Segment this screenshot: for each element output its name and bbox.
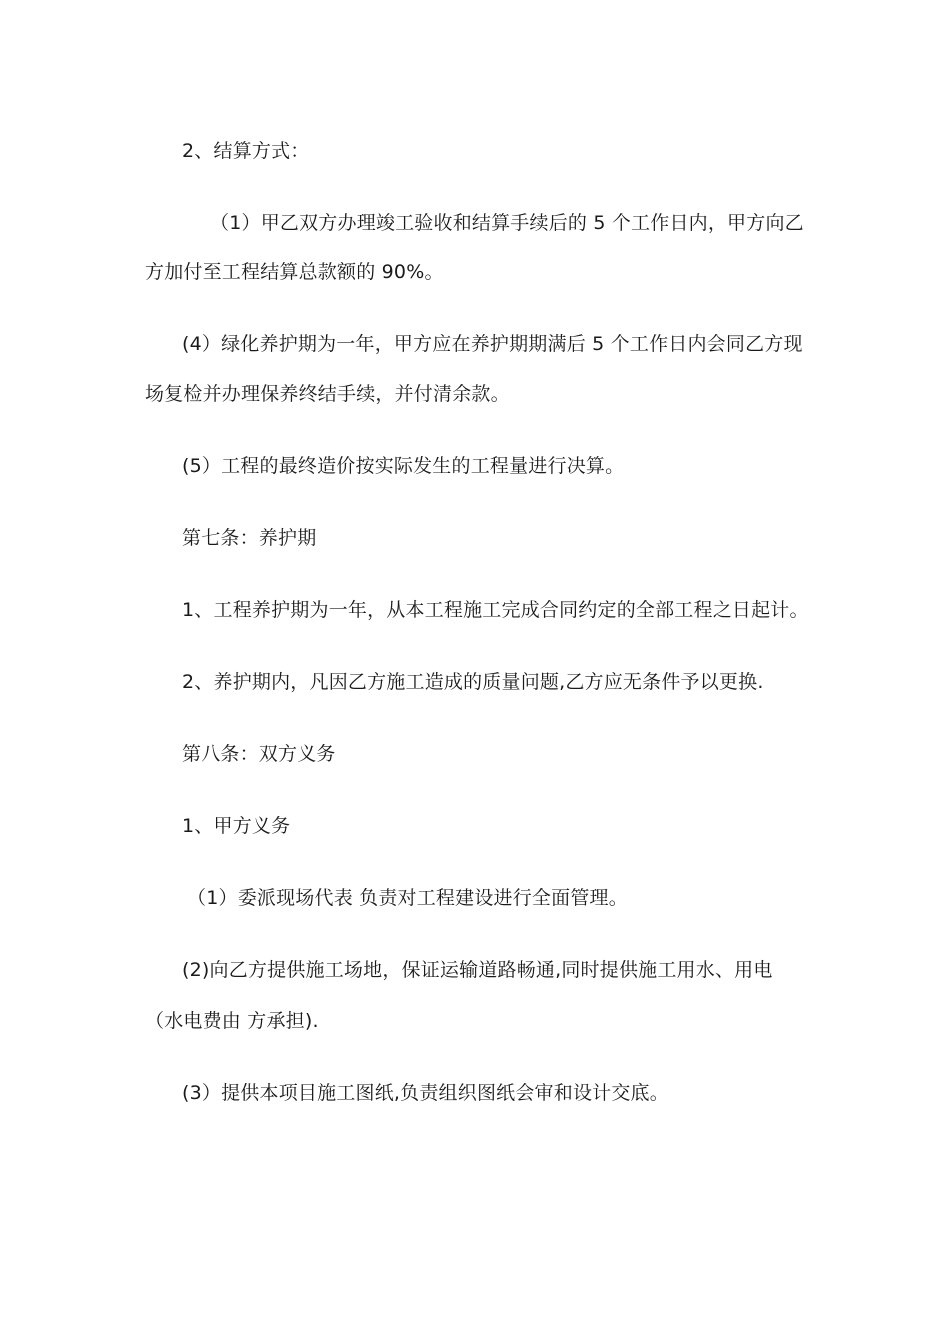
paragraph-line: (4）绿化养护期为一年，甲方应在养护期期满后 5 个工作日内会同乙方现 [182, 333, 803, 355]
paragraph-line: 1、工程养护期为一年，从本工程施工完成合同约定的全部工程之日起计。 [182, 599, 809, 621]
paragraph-line: 2、养护期内，凡因乙方施工造成的质量问题,乙方应无条件予以更换. [182, 671, 764, 693]
paragraph-line: (3）提供本项目施工图纸,负责组织图纸会审和设计交底。 [182, 1082, 669, 1104]
paragraph-line: 场复检并办理保养终结手续，并付清余款。 [145, 383, 510, 405]
paragraph-line: （1）委派现场代表 负责对工程建设进行全面管理。 [187, 887, 628, 909]
article-heading-maintenance: 第七条：养护期 [182, 527, 317, 549]
paragraph-line: (5）工程的最终造价按实际发生的工程量进行决算。 [182, 455, 625, 477]
paragraph-line: (2)向乙方提供施工场地，保证运输道路畅通,同时提供施工用水、用电 [182, 959, 773, 981]
paragraph-line: 方加付至工程结算总款额的 90%。 [145, 261, 444, 283]
section-heading-party-a: 1、甲方义务 [182, 815, 291, 837]
paragraph-line: （1）甲乙双方办理竣工验收和结算手续后的 5 个工作日内，甲方向乙 [210, 212, 804, 234]
paragraph-line: （水电费由 方承担). [145, 1010, 319, 1032]
section-heading-settlement: 2、结算方式： [182, 140, 310, 162]
article-heading-obligations: 第八条：双方义务 [182, 743, 336, 765]
